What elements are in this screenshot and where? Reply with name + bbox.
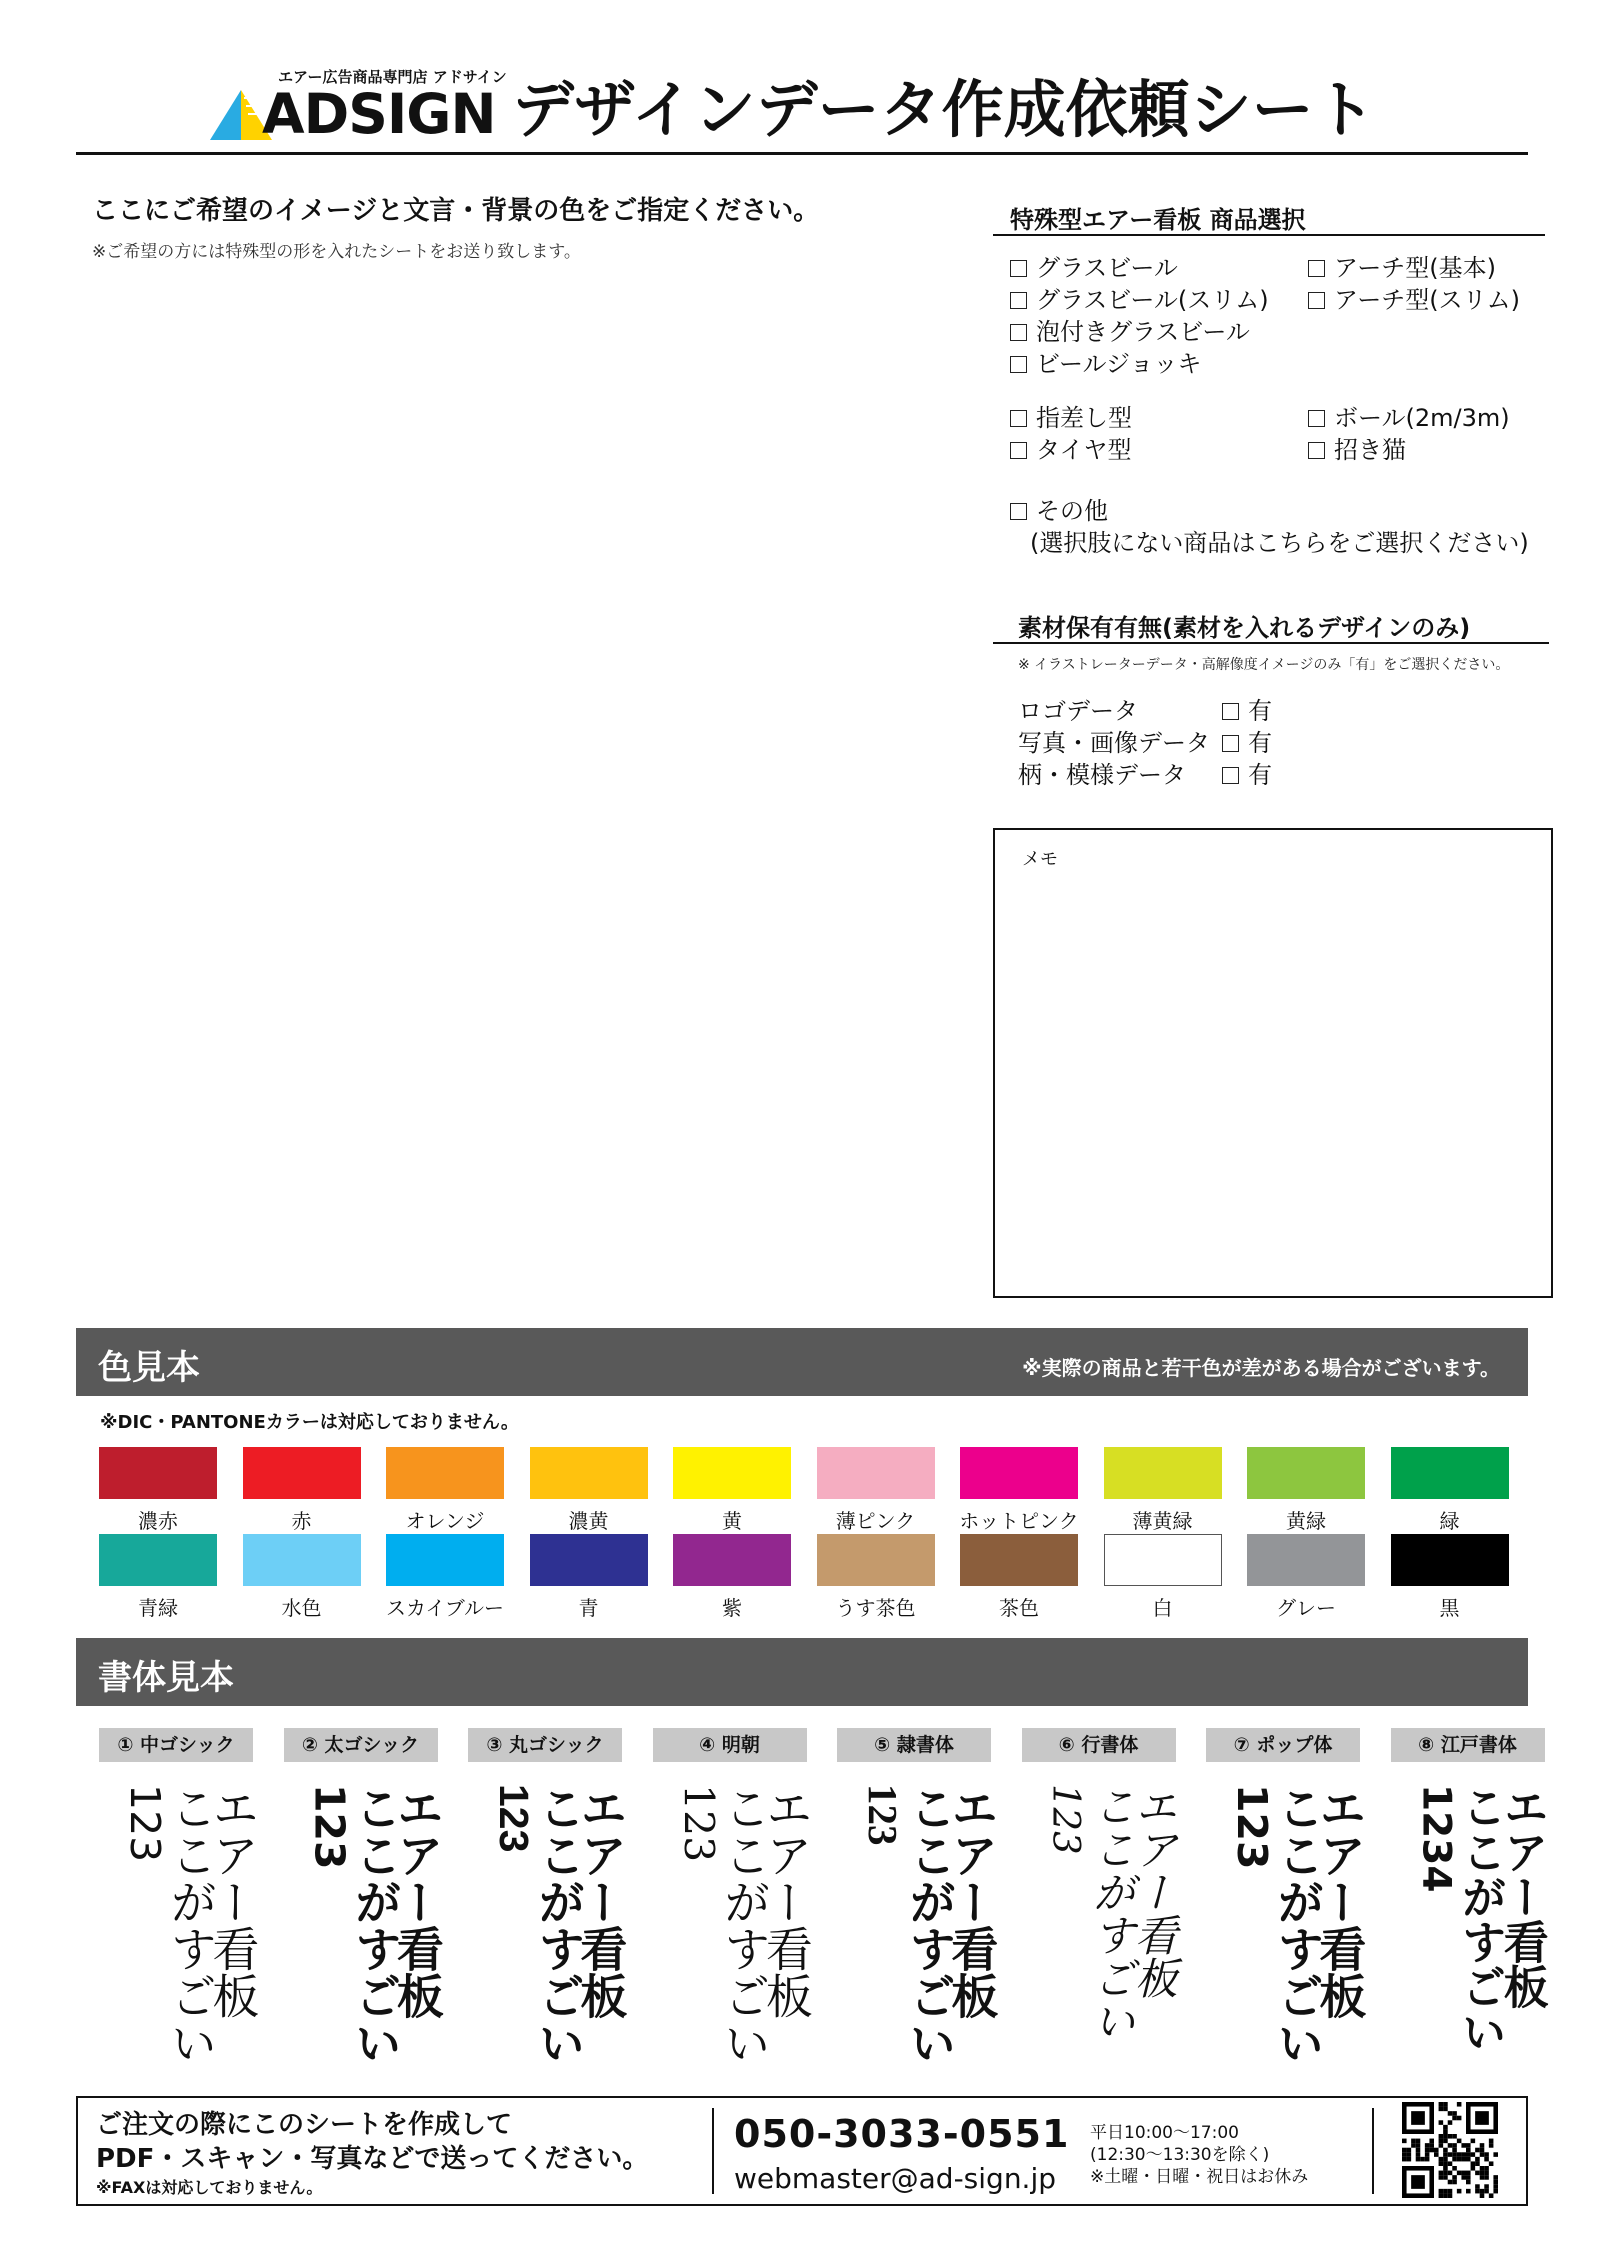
color-swatch: [960, 1447, 1078, 1499]
color-samples-notice: ※実際の商品と若干色が差がある場合がございます。: [1022, 1356, 1500, 1380]
product-option-foam-glass-beer[interactable]: 泡付きグラスビール: [1010, 316, 1250, 348]
font-sample-tag: ⑥ 行書体: [1022, 1728, 1176, 1762]
header-divider: [76, 152, 1528, 155]
font-sample-text: エアー看板: [944, 1784, 997, 2019]
font-sample-text: エアー看板: [1311, 1784, 1367, 2019]
materials-section-rule: [993, 642, 1549, 644]
checkbox[interactable]: [1308, 292, 1325, 309]
color-swatch: [1391, 1447, 1509, 1499]
color-swatch-label: うす茶色: [835, 1596, 916, 1620]
font-sample-text: 123: [1228, 1784, 1277, 1870]
material-label-photo: 写真・画像データ: [1018, 729, 1210, 757]
checkbox[interactable]: [1010, 324, 1027, 341]
color-swatch-label: グレー: [1276, 1596, 1336, 1620]
color-swatch-label: ホットピンク: [959, 1509, 1079, 1533]
font-sample-text: エアー看板: [1495, 1784, 1549, 2009]
contact-phone[interactable]: 050-3033-0551: [734, 2112, 1070, 2156]
font-sample-tag: ⑤ 隷書体: [837, 1728, 991, 1762]
font-sample-text: エアー看板: [204, 1784, 260, 2019]
color-swatch-label: 青緑: [138, 1596, 178, 1620]
color-swatch-label: 水色: [281, 1596, 322, 1620]
color-swatch: [99, 1447, 217, 1499]
product-other-note: (選択肢にない商品はこちらをご選択ください): [1030, 529, 1529, 557]
font-sample-tag: ④ 明朝: [653, 1728, 807, 1762]
design-area-heading: ここにご希望のイメージと文言・背景の色をご指定ください。: [92, 196, 820, 226]
font-sample-text: 123: [121, 1784, 170, 1863]
color-swatch: [386, 1534, 504, 1586]
color-swatch: [1104, 1534, 1222, 1586]
font-sample-text: エアー看板: [388, 1784, 444, 2019]
contact-email[interactable]: webmaster@ad-sign.jp: [734, 2162, 1057, 2195]
product-option-ball[interactable]: ボール(2m/3m): [1308, 402, 1510, 434]
color-swatch-label: 紫: [722, 1596, 742, 1620]
color-swatch-label: 濃黄: [568, 1509, 609, 1533]
footer-instruction-line1: ご注文の際にこのシートを作成して: [96, 2110, 513, 2140]
color-swatch-label: 黒: [1439, 1596, 1460, 1620]
font-sample-tag: ② 太ゴシック: [284, 1728, 438, 1762]
color-swatch-label: 濃赤: [138, 1509, 178, 1533]
footer-divider: [712, 2108, 714, 2194]
holiday-note: ※土曜・日曜・祝日はお休み: [1090, 2167, 1309, 2187]
business-hours: 平日10:00～17:00: [1090, 2123, 1239, 2143]
color-swatch-label: 緑: [1439, 1509, 1460, 1533]
font-sample-text: エアー看板: [757, 1784, 813, 2019]
color-swatch: [1104, 1447, 1222, 1499]
font-sample-text: 123: [674, 1784, 723, 1863]
font-sample-text: ここがすごい: [1269, 1784, 1325, 2066]
font-sample-text: ここがすごい: [715, 1784, 771, 2066]
color-swatch: [817, 1534, 935, 1586]
footer-instruction-line2: PDF・スキャン・写真などで送ってください。: [96, 2144, 649, 2174]
color-samples-title: 色見本: [98, 1348, 200, 1388]
color-swatch: [386, 1447, 504, 1499]
checkbox[interactable]: [1222, 703, 1239, 720]
font-sample-tag: ⑦ ポップ体: [1206, 1728, 1360, 1762]
product-section-title: 特殊型エアー看板 商品選択: [1010, 206, 1306, 234]
color-swatch: [1391, 1534, 1509, 1586]
font-sample-text: ここがすごい: [162, 1784, 218, 2066]
checkbox[interactable]: [1308, 410, 1325, 427]
product-option-pointing[interactable]: 指差し型: [1010, 402, 1132, 434]
material-label-logo: ロゴデータ: [1018, 697, 1138, 725]
color-swatch-label: 黄緑: [1286, 1509, 1326, 1533]
font-sample-text: ここがすごい: [902, 1784, 955, 2066]
product-option-lucky-cat[interactable]: 招き猫: [1308, 434, 1406, 466]
color-swatch: [1247, 1447, 1365, 1499]
logo-wordmark: ADSIGN: [262, 82, 496, 146]
color-swatch-label: 薄ピンク: [835, 1509, 916, 1533]
checkbox[interactable]: [1308, 442, 1325, 459]
product-option-arch-basic[interactable]: アーチ型(基本): [1308, 252, 1496, 284]
materials-note: ※ イラストレーターデータ・高解像度イメージのみ「有」をご選択ください。: [1018, 657, 1510, 673]
checkbox[interactable]: [1222, 767, 1239, 784]
color-swatch-label: スカイブルー: [386, 1596, 504, 1620]
font-sample-text: エアー看板: [1127, 1784, 1178, 1999]
font-sample-text: 1234: [1413, 1784, 1459, 1893]
color-swatch: [673, 1447, 791, 1499]
page-title: デザインデータ作成依頼シート: [512, 73, 1376, 146]
font-sample-text: ここがすごい: [1453, 1784, 1507, 2054]
logo-tagline: エアー広告商品専門店 アドサイン: [278, 68, 507, 86]
product-option-glass-beer-slim[interactable]: グラスビール(スリム): [1010, 284, 1269, 316]
font-sample-text: 123: [491, 1784, 538, 1853]
font-samples-title: 書体見本: [98, 1658, 234, 1698]
material-logo-checkbox[interactable]: 有: [1222, 695, 1272, 727]
color-swatch: [530, 1447, 648, 1499]
color-swatch: [99, 1534, 217, 1586]
font-sample-text: 123: [860, 1784, 907, 1846]
color-swatch-label: オレンジ: [405, 1509, 485, 1533]
font-sample-text: 123: [305, 1784, 354, 1870]
material-pattern-checkbox[interactable]: 有: [1222, 759, 1272, 791]
product-option-other[interactable]: その他: [1010, 495, 1108, 527]
font-sample-tag: ③ 丸ゴシック: [468, 1728, 622, 1762]
color-swatch-label: 赤: [291, 1509, 312, 1533]
color-swatch: [243, 1447, 361, 1499]
color-swatch: [673, 1534, 791, 1586]
checkbox[interactable]: [1010, 356, 1027, 373]
checkbox[interactable]: [1308, 260, 1325, 277]
memo-box[interactable]: [993, 828, 1553, 1298]
color-swatch: [817, 1447, 935, 1499]
footer-divider: [1372, 2108, 1374, 2194]
product-option-arch-slim[interactable]: アーチ型(スリム): [1308, 284, 1520, 316]
font-samples-header: [76, 1638, 1528, 1706]
product-option-tire[interactable]: タイヤ型: [1010, 434, 1132, 466]
color-swatch: [960, 1534, 1078, 1586]
checkbox[interactable]: [1222, 735, 1239, 752]
font-sample-tag: ⑧ 江戸書体: [1391, 1728, 1545, 1762]
product-option-beer-mug[interactable]: ビールジョッキ: [1010, 348, 1201, 380]
checkbox[interactable]: [1010, 410, 1027, 427]
color-swatch-label: 茶色: [999, 1596, 1039, 1620]
design-area-note: ※ご希望の方には特殊型の形を入れたシートをお送り致します。: [92, 242, 581, 262]
color-swatch: [530, 1534, 648, 1586]
checkbox[interactable]: [1010, 442, 1027, 459]
font-sample-text: ここがすごい: [532, 1784, 586, 2066]
font-sample-tag: ① 中ゴシック: [99, 1728, 253, 1762]
checkbox[interactable]: [1010, 292, 1027, 309]
materials-section-title: 素材保有有無(素材を入れるデザインのみ): [1018, 614, 1471, 642]
color-swatch: [243, 1534, 361, 1586]
checkbox[interactable]: [1010, 260, 1027, 277]
color-swatch-label: 青: [578, 1596, 599, 1620]
product-option-glass-beer[interactable]: グラスビール: [1010, 252, 1178, 284]
color-samples-note: ※DIC・PANTONEカラーは対応しておりません。: [100, 1412, 519, 1433]
material-label-pattern: 柄・模様データ: [1018, 761, 1186, 789]
footer-fax-note: ※FAXは対応しておりません。: [96, 2178, 323, 2197]
color-swatch: [1247, 1534, 1365, 1586]
qr-code-icon[interactable]: [1402, 2102, 1498, 2198]
business-hours-break: (12:30～13:30を除く): [1090, 2145, 1270, 2165]
color-swatch-label: 白: [1152, 1596, 1173, 1620]
color-swatch-label: 黄: [722, 1509, 742, 1533]
font-sample-text: 123: [1044, 1784, 1088, 1855]
font-sample-text: エアー看板: [574, 1784, 628, 2019]
product-section-rule: [993, 234, 1545, 236]
memo-label: メモ: [1022, 849, 1058, 870]
color-swatch-label: 薄黄緑: [1132, 1509, 1193, 1533]
material-photo-checkbox[interactable]: 有: [1222, 727, 1272, 759]
color-samples-header: [76, 1328, 1528, 1396]
font-sample-text: ここがすごい: [1085, 1784, 1136, 2042]
checkbox[interactable]: [1010, 503, 1027, 520]
font-sample-text: ここがすごい: [346, 1784, 402, 2066]
